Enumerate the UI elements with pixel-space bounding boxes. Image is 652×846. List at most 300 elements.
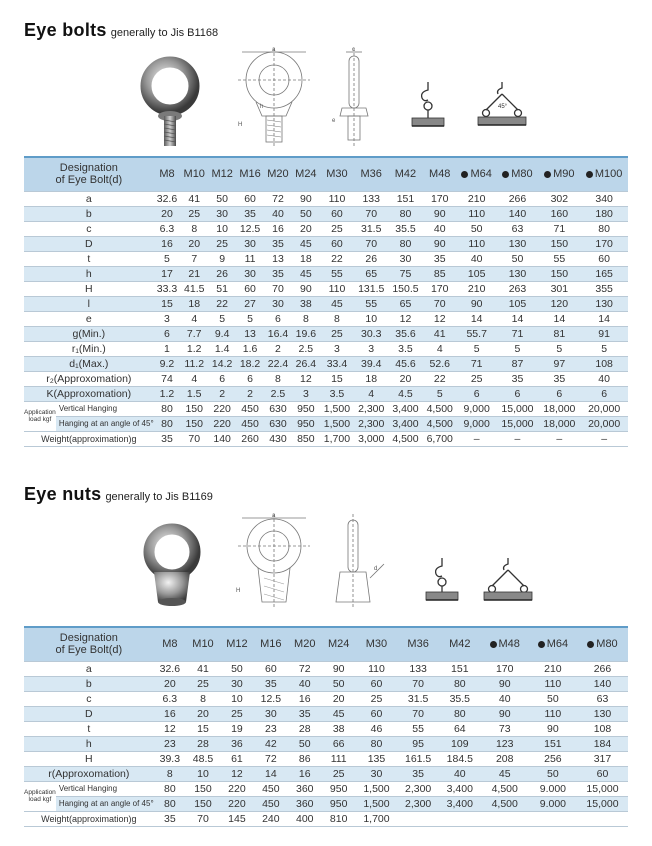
table-cell: 450	[254, 781, 288, 796]
table-cell: 12	[154, 721, 186, 736]
load-row	[24, 401, 628, 416]
size-header	[320, 157, 354, 191]
size-label: M16	[260, 638, 282, 651]
eye-bolt-figures	[0, 40, 652, 150]
table-cell: 1,500	[320, 401, 354, 416]
size-header	[236, 157, 264, 191]
size-header	[423, 157, 457, 191]
table-cell: 4.5	[388, 386, 422, 401]
table-cell: 33.4	[320, 356, 354, 371]
table-cell: 2,300	[397, 796, 439, 811]
designation-header-line1: Designation	[59, 162, 118, 175]
table-cell: 16	[288, 691, 322, 706]
table-cell: 145	[220, 811, 254, 826]
row-label: c	[24, 691, 154, 706]
table-cell: 12	[220, 766, 254, 781]
table-cell: 6	[264, 311, 292, 326]
table-row	[24, 221, 628, 236]
table-cell: 19.6	[292, 326, 320, 341]
table-cell: 63	[497, 221, 539, 236]
table-cell: 3	[354, 341, 388, 356]
row-label: t	[24, 721, 154, 736]
table-row	[24, 721, 628, 736]
table-cell: 30	[220, 676, 254, 691]
table-cell: 430	[264, 431, 292, 446]
designation-header-line2: of Eye Bolt(d)	[55, 644, 123, 657]
row-label: r₁(Min.)	[24, 341, 154, 356]
table-cell: 90	[322, 661, 356, 676]
table-cell: 150	[186, 796, 220, 811]
table-cell: 14	[497, 311, 539, 326]
table-cell: 12.5	[236, 221, 264, 236]
table-cell: 150	[538, 236, 580, 251]
size-header	[180, 157, 208, 191]
row-label: r₂(Approxomation)	[24, 371, 154, 386]
table-row	[24, 691, 628, 706]
table-cell: 60	[236, 281, 264, 296]
table-cell: 35	[154, 431, 181, 446]
table-cell: 71	[457, 356, 497, 371]
table-cell: 208	[481, 751, 529, 766]
eye-bolt-photo	[136, 54, 208, 154]
table-cell: 90	[457, 296, 497, 311]
table-cell: 140	[577, 676, 628, 691]
table-cell	[481, 811, 529, 826]
table-cell: 50	[457, 221, 497, 236]
table-cell: 40	[288, 676, 322, 691]
eye-bolts-subtitle: generally to Jis B1168	[110, 27, 219, 39]
table-row	[24, 766, 628, 781]
table-cell: 8	[186, 691, 220, 706]
table-cell: 28	[288, 721, 322, 736]
table-cell: 35	[154, 811, 186, 826]
table-cell: 71	[497, 326, 539, 341]
table-cell: 263	[497, 281, 539, 296]
table-cell: 64	[439, 721, 481, 736]
table-cell: 6	[457, 386, 497, 401]
table-cell: 266	[577, 661, 628, 676]
load-row	[24, 416, 628, 431]
table-cell: 266	[497, 191, 539, 206]
size-label: M80	[511, 168, 533, 181]
table-cell: 30	[264, 296, 292, 311]
table-cell: 1.2	[180, 341, 208, 356]
table-cell: 40	[439, 766, 481, 781]
table-cell: 70	[397, 706, 439, 721]
table-row	[24, 311, 628, 326]
table-row	[24, 661, 628, 676]
table-cell: 31.5	[397, 691, 439, 706]
table-cell: 20	[154, 676, 186, 691]
table-cell: 14	[538, 311, 580, 326]
table-cell: 220	[220, 796, 254, 811]
size-label: M20	[267, 168, 289, 181]
table-cell: 14	[580, 311, 628, 326]
table-cell: 35	[497, 371, 539, 386]
table-cell: 1	[154, 341, 181, 356]
load-row-label: Hanging at an angle of 45°	[56, 416, 154, 431]
table-cell: 25	[320, 221, 354, 236]
row-label: d₁(Max.)	[24, 356, 154, 371]
table-cell: 90	[481, 676, 529, 691]
table-cell: 131.5	[354, 281, 388, 296]
dim-a-label: a	[272, 47, 276, 53]
table-cell: 151	[529, 736, 577, 751]
row-label: r(Approxomation)	[24, 766, 154, 781]
table-cell: 18	[292, 251, 320, 266]
table-cell: 61	[220, 751, 254, 766]
weight-row-label: Weight(approximation)g	[24, 431, 154, 446]
table-cell: 4	[180, 311, 208, 326]
table-cell: 22	[423, 371, 457, 386]
table-cell: 25	[208, 236, 236, 251]
weight-row	[24, 811, 628, 826]
table-cell: 40	[481, 691, 529, 706]
size-label: M90	[553, 168, 575, 181]
table-cell: 19	[220, 721, 254, 736]
eye-bolt-side-drawing	[330, 46, 380, 150]
table-cell: 4	[423, 341, 457, 356]
table-cell: 220	[208, 401, 236, 416]
table-cell: 35	[254, 676, 288, 691]
table-cell: 3,400	[439, 781, 481, 796]
designation-header-line1: Designation	[59, 632, 118, 645]
table-cell: 950	[292, 401, 320, 416]
table-cell: 50	[292, 206, 320, 221]
table-cell: 6	[208, 371, 236, 386]
table-cell: 1.4	[208, 341, 236, 356]
size-header	[292, 157, 320, 191]
table-cell: 55	[320, 266, 354, 281]
eye-bolts-title-text: Eye bolts	[24, 20, 107, 40]
table-cell: 110	[529, 706, 577, 721]
size-header	[580, 157, 628, 191]
eye-nuts-title-text: Eye nuts	[24, 484, 102, 504]
size-label: M100	[594, 168, 623, 181]
table-cell: 6,700	[423, 431, 457, 446]
table-cell: 60	[254, 661, 288, 676]
row-label: b	[24, 676, 154, 691]
load-row-label: Vertical Hanging	[56, 401, 154, 416]
table-row	[24, 236, 628, 251]
eye-nut-side-drawing	[330, 512, 390, 612]
table-cell: 95	[397, 736, 439, 751]
table-cell: 70	[186, 811, 220, 826]
table-cell: 6	[538, 386, 580, 401]
table-cell: 90	[481, 706, 529, 721]
table-cell: 45	[322, 706, 356, 721]
table-cell: 9	[208, 251, 236, 266]
table-cell: 2,300	[354, 416, 388, 431]
table-cell: 70	[354, 236, 388, 251]
size-header	[264, 157, 292, 191]
table-cell: 1,500	[320, 416, 354, 431]
table-cell: 120	[538, 296, 580, 311]
size-header	[186, 627, 220, 661]
table-cell: 65	[388, 296, 422, 311]
table-cell: 2,300	[397, 781, 439, 796]
table-cell: 41.5	[180, 281, 208, 296]
table-cell: 55	[397, 721, 439, 736]
table-cell: 5	[497, 341, 539, 356]
row-label: h	[24, 266, 154, 281]
table-cell: 9.000	[529, 796, 577, 811]
size-label: M48	[498, 638, 520, 651]
table-cell: 50	[322, 676, 356, 691]
size-header	[220, 627, 254, 661]
table-cell: 15	[186, 721, 220, 736]
table-row	[24, 736, 628, 751]
table-cell: 150	[186, 781, 220, 796]
table-cell: 150	[180, 416, 208, 431]
table-cell: 8	[292, 311, 320, 326]
table-cell: 810	[322, 811, 356, 826]
table-cell: 23	[254, 721, 288, 736]
table-cell: 360	[288, 796, 322, 811]
table-cell: 35	[538, 371, 580, 386]
table-cell: 46	[356, 721, 398, 736]
table-cell: 340	[580, 191, 628, 206]
table-cell: 2	[236, 386, 264, 401]
table-cell: 3,400	[388, 416, 422, 431]
table-cell: 16	[288, 766, 322, 781]
row-label: H	[24, 281, 154, 296]
table-cell: 80	[580, 221, 628, 236]
application-load-label-line1: Application	[24, 789, 56, 796]
table-cell: 7	[180, 251, 208, 266]
table-cell: 15	[320, 371, 354, 386]
table-row	[24, 356, 628, 371]
table-cell: 26	[208, 266, 236, 281]
table-cell: 35.6	[388, 326, 422, 341]
row-label: c	[24, 221, 154, 236]
table-cell: 256	[529, 751, 577, 766]
eye-nut-photo	[136, 518, 208, 618]
table-cell: 45	[292, 266, 320, 281]
table-cell: 5	[236, 311, 264, 326]
table-cell: 41	[423, 326, 457, 341]
table-cell: 97	[538, 356, 580, 371]
table-cell: 8	[320, 311, 354, 326]
table-row	[24, 706, 628, 721]
size-header	[154, 157, 181, 191]
table-cell: 130	[577, 706, 628, 721]
table-cell: 21	[180, 266, 208, 281]
table-cell: 1,700	[320, 431, 354, 446]
size-header	[497, 157, 539, 191]
table-cell: 55.7	[457, 326, 497, 341]
table-cell: 55	[538, 251, 580, 266]
table-cell: 16.4	[264, 326, 292, 341]
eye-bolts-header-row	[24, 157, 628, 191]
application-load-label-line2: load kgf	[28, 416, 52, 423]
table-cell: 22.4	[264, 356, 292, 371]
table-cell	[577, 811, 628, 826]
table-cell: 28	[186, 736, 220, 751]
table-cell: 18,000	[538, 401, 580, 416]
size-header	[322, 627, 356, 661]
table-cell: 105	[497, 296, 539, 311]
table-cell: 16	[264, 221, 292, 236]
table-cell: 210	[529, 661, 577, 676]
bullet-dot-icon	[587, 641, 594, 648]
table-cell: 20	[186, 706, 220, 721]
table-cell: 317	[577, 751, 628, 766]
dim-e-label: e	[332, 118, 336, 124]
table-cell: 450	[236, 416, 264, 431]
table-cell: 1,500	[356, 796, 398, 811]
table-cell: 30	[236, 236, 264, 251]
table-cell: 45	[481, 766, 529, 781]
table-cell: 8	[264, 371, 292, 386]
table-cell: 71	[538, 221, 580, 236]
table-cell: 33.3	[154, 281, 181, 296]
table-cell: 170	[423, 281, 457, 296]
table-cell: 950	[322, 796, 356, 811]
table-cell: 20	[180, 236, 208, 251]
table-cell: 15,000	[577, 781, 628, 796]
table-cell: 87	[497, 356, 539, 371]
table-cell: 2.5	[292, 341, 320, 356]
table-cell: 9.2	[154, 356, 181, 371]
size-label: M42	[394, 168, 417, 181]
table-cell: 80	[154, 416, 181, 431]
row-label: l	[24, 296, 154, 311]
table-cell: 8	[154, 766, 186, 781]
size-header	[481, 627, 529, 661]
table-cell: 110	[320, 191, 354, 206]
table-cell: 6	[580, 386, 628, 401]
table-cell: –	[580, 431, 628, 446]
designation-header-line2: of Eye Bolt(d)	[55, 174, 123, 187]
table-cell: 80	[388, 236, 422, 251]
table-cell: 150.5	[388, 281, 422, 296]
size-label: M24	[295, 168, 317, 181]
table-cell: 32.6	[154, 661, 186, 676]
table-cell: 41	[180, 191, 208, 206]
table-cell: 50	[529, 766, 577, 781]
size-header	[538, 157, 580, 191]
table-cell: 25	[457, 371, 497, 386]
table-cell: 42	[254, 736, 288, 751]
table-cell: 20,000	[580, 401, 628, 416]
table-cell: 400	[288, 811, 322, 826]
table-cell: 30	[356, 766, 398, 781]
table-cell: 20	[292, 221, 320, 236]
table-cell: 950	[322, 781, 356, 796]
table-cell: 130	[497, 266, 539, 281]
table-cell: 10	[208, 221, 236, 236]
table-cell: 220	[208, 416, 236, 431]
load-row-label: Hanging at an angle of 45°	[56, 796, 154, 811]
load-row-label: Vertical Hanging	[56, 781, 154, 796]
table-cell: 22	[208, 296, 236, 311]
size-header	[577, 627, 628, 661]
table-cell: 12	[423, 311, 457, 326]
bullet-dot-icon	[538, 641, 545, 648]
table-cell: 9,000	[457, 401, 497, 416]
table-cell: 70	[354, 206, 388, 221]
row-label: g(Min.)	[24, 326, 154, 341]
table-cell: 10	[354, 311, 388, 326]
bullet-dot-icon	[461, 171, 468, 178]
row-label: e	[24, 311, 154, 326]
nut-dim-a-label: a	[272, 513, 276, 519]
table-cell: 70	[397, 676, 439, 691]
table-cell: 4,500	[481, 781, 529, 796]
size-label: M20	[294, 638, 316, 651]
eye-nuts-body	[24, 661, 628, 826]
load-row	[24, 781, 628, 796]
eye-bolts-table	[24, 156, 628, 447]
table-cell: 26	[354, 251, 388, 266]
table-cell	[439, 811, 481, 826]
table-cell: 140	[208, 431, 236, 446]
table-cell: 4,500	[388, 431, 422, 446]
table-cell: 40	[580, 371, 628, 386]
table-cell: 3,000	[354, 431, 388, 446]
table-cell: 15,000	[497, 401, 539, 416]
table-cell: 3	[320, 341, 354, 356]
table-cell: 91	[580, 326, 628, 341]
table-cell: 20	[388, 371, 422, 386]
table-cell: 140	[497, 206, 539, 221]
size-label: M12	[211, 168, 233, 181]
table-cell: 3,400	[388, 401, 422, 416]
designation-header	[24, 627, 154, 661]
table-cell: –	[538, 431, 580, 446]
weight-row-label: Weight(approximation)g	[24, 811, 154, 826]
table-cell: 30	[254, 706, 288, 721]
table-cell: 38	[292, 296, 320, 311]
table-cell: 35	[236, 206, 264, 221]
table-cell: 35.5	[388, 221, 422, 236]
table-cell: 20	[322, 691, 356, 706]
table-cell: 4	[180, 371, 208, 386]
table-cell: 40	[457, 251, 497, 266]
table-cell: 110	[356, 661, 398, 676]
table-cell: 48.5	[186, 751, 220, 766]
table-cell: 18,000	[538, 416, 580, 431]
table-cell: 4,500	[481, 796, 529, 811]
table-cell: 150	[538, 266, 580, 281]
vertical-hanging-icon	[408, 80, 448, 132]
size-label: M36	[360, 168, 382, 181]
table-cell: 15,000	[497, 416, 539, 431]
table-cell: 6	[497, 386, 539, 401]
table-cell: 4	[354, 386, 388, 401]
table-cell: 80	[439, 676, 481, 691]
table-cell: 1,700	[356, 811, 398, 826]
table-cell: 150	[180, 401, 208, 416]
table-cell: 35	[288, 706, 322, 721]
table-cell: 13	[236, 326, 264, 341]
table-cell: 301	[538, 281, 580, 296]
application-load-label-line1: Application	[24, 409, 56, 416]
table-cell: 35	[264, 236, 292, 251]
table-cell: 70	[180, 431, 208, 446]
table-cell: 50	[288, 736, 322, 751]
size-label: M36	[407, 638, 429, 651]
table-cell: 210	[457, 191, 497, 206]
table-cell: 45	[320, 296, 354, 311]
size-label: M12	[226, 638, 248, 651]
table-cell: 40	[423, 221, 457, 236]
table-cell: 5	[208, 311, 236, 326]
eye-nuts-table	[24, 626, 628, 827]
table-cell: 151	[439, 661, 481, 676]
size-header	[529, 627, 577, 661]
